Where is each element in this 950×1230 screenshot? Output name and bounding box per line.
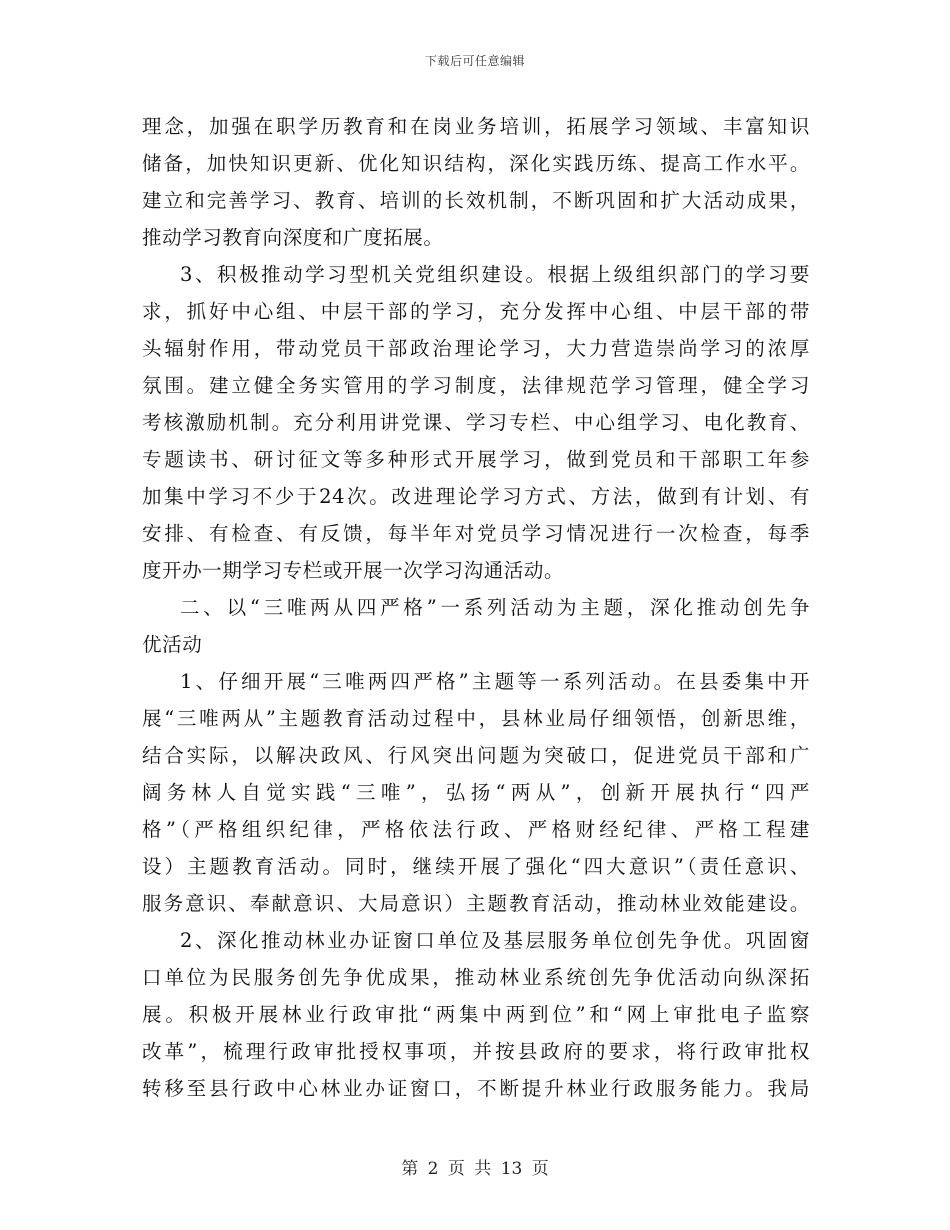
text-line: 改革”，梳理行政审批授权事项，并按县政府的要求，将行政审批权 [142,1040,810,1063]
text-line: 格”（严格组织纪律，严格依法行政、严格财经纪律、严格工程建 [142,818,810,841]
text-line: 1、仔细开展“三唯两四严格”主题等一系列活动。在县委集中开 [180,670,810,693]
page-number-footer: 第 2 页 共 13 页 [401,1159,549,1179]
text-line: 求，抓好中心组、中层干部的学习，充分发挥中心组、中层干部的带 [142,300,810,323]
section-heading-line: 二、以“三唯两从四严格”一系列活动为主题，深化推动创先争 [180,596,810,619]
text-line: 储备，加快知识更新、优化知识结构，深化实践历练、提高工作水平。 [142,152,810,175]
text-line: 推动学习教育向深度和广度拓展。 [142,226,444,249]
text-line: 氛围。建立健全务实管用的学习制度，法律规范学习管理，健全学习 [142,374,810,397]
text-line: 阔务林人自觉实践“三唯”，弘扬“两从”，创新开展执行“四严 [142,781,810,804]
text-line: 转移至县行政中心林业办证窗口，不断提升林业行政服务能力。我局 [142,1077,810,1100]
text-line: 头辐射作用，带动党员干部政治理论学习，大力营造崇尚学习的浓厚 [142,337,810,360]
text-line: 展“三唯两从”主题教育活动过程中，县林业局仔细领悟，创新思维， [142,707,810,730]
text-line: 加集中学习不少于24次。改进理论学习方式、方法，做到有计划、有 [142,485,810,508]
text-line: 设）主题教育活动。同时，继续开展了强化“四大意识”（责任意识、 [142,855,810,878]
page-header-note: 下载后可任意编辑 [424,54,525,68]
document-body [142,108,810,1107]
text-line: 结合实际，以解决政风、行风突出问题为突破口，促进党员干部和广 [142,744,810,767]
text-line: 理念，加强在职学历教育和在岗业务培训，拓展学习领域、丰富知识 [142,115,810,138]
text-line: 展。积极开展林业行政审批“两集中两到位”和“网上审批电子监察 [142,1003,810,1026]
text-line: 考核激励机制。充分利用讲党课、学习专栏、中心组学习、电化教育、 [142,411,810,434]
text-line: 专题读书、研讨征文等多种形式开展学习，做到党员和干部职工年参 [142,448,810,471]
text-line: 2、深化推动林业办证窗口单位及基层服务单位创先争优。巩固窗 [180,929,810,952]
section-heading-line: 优活动 [142,633,203,656]
text-line: 3、积极推动学习型机关党组织建设。根据上级组织部门的学习要 [180,263,810,286]
text-line: 度开办一期学习专栏或开展一次学习沟通活动。 [142,559,565,582]
text-line: 服务意识、奉献意识、大局意识）主题教育活动，推动林业效能建设。 [142,892,810,915]
text-line: 安排、有检查、有反馈，每半年对党员学习情况进行一次检查，每季 [142,522,810,545]
text-line: 建立和完善学习、教育、培训的长效机制，不断巩固和扩大活动成果， [142,189,810,212]
text-line: 口单位为民服务创先争优成果，推动林业系统创先争优活动向纵深拓 [142,966,810,989]
